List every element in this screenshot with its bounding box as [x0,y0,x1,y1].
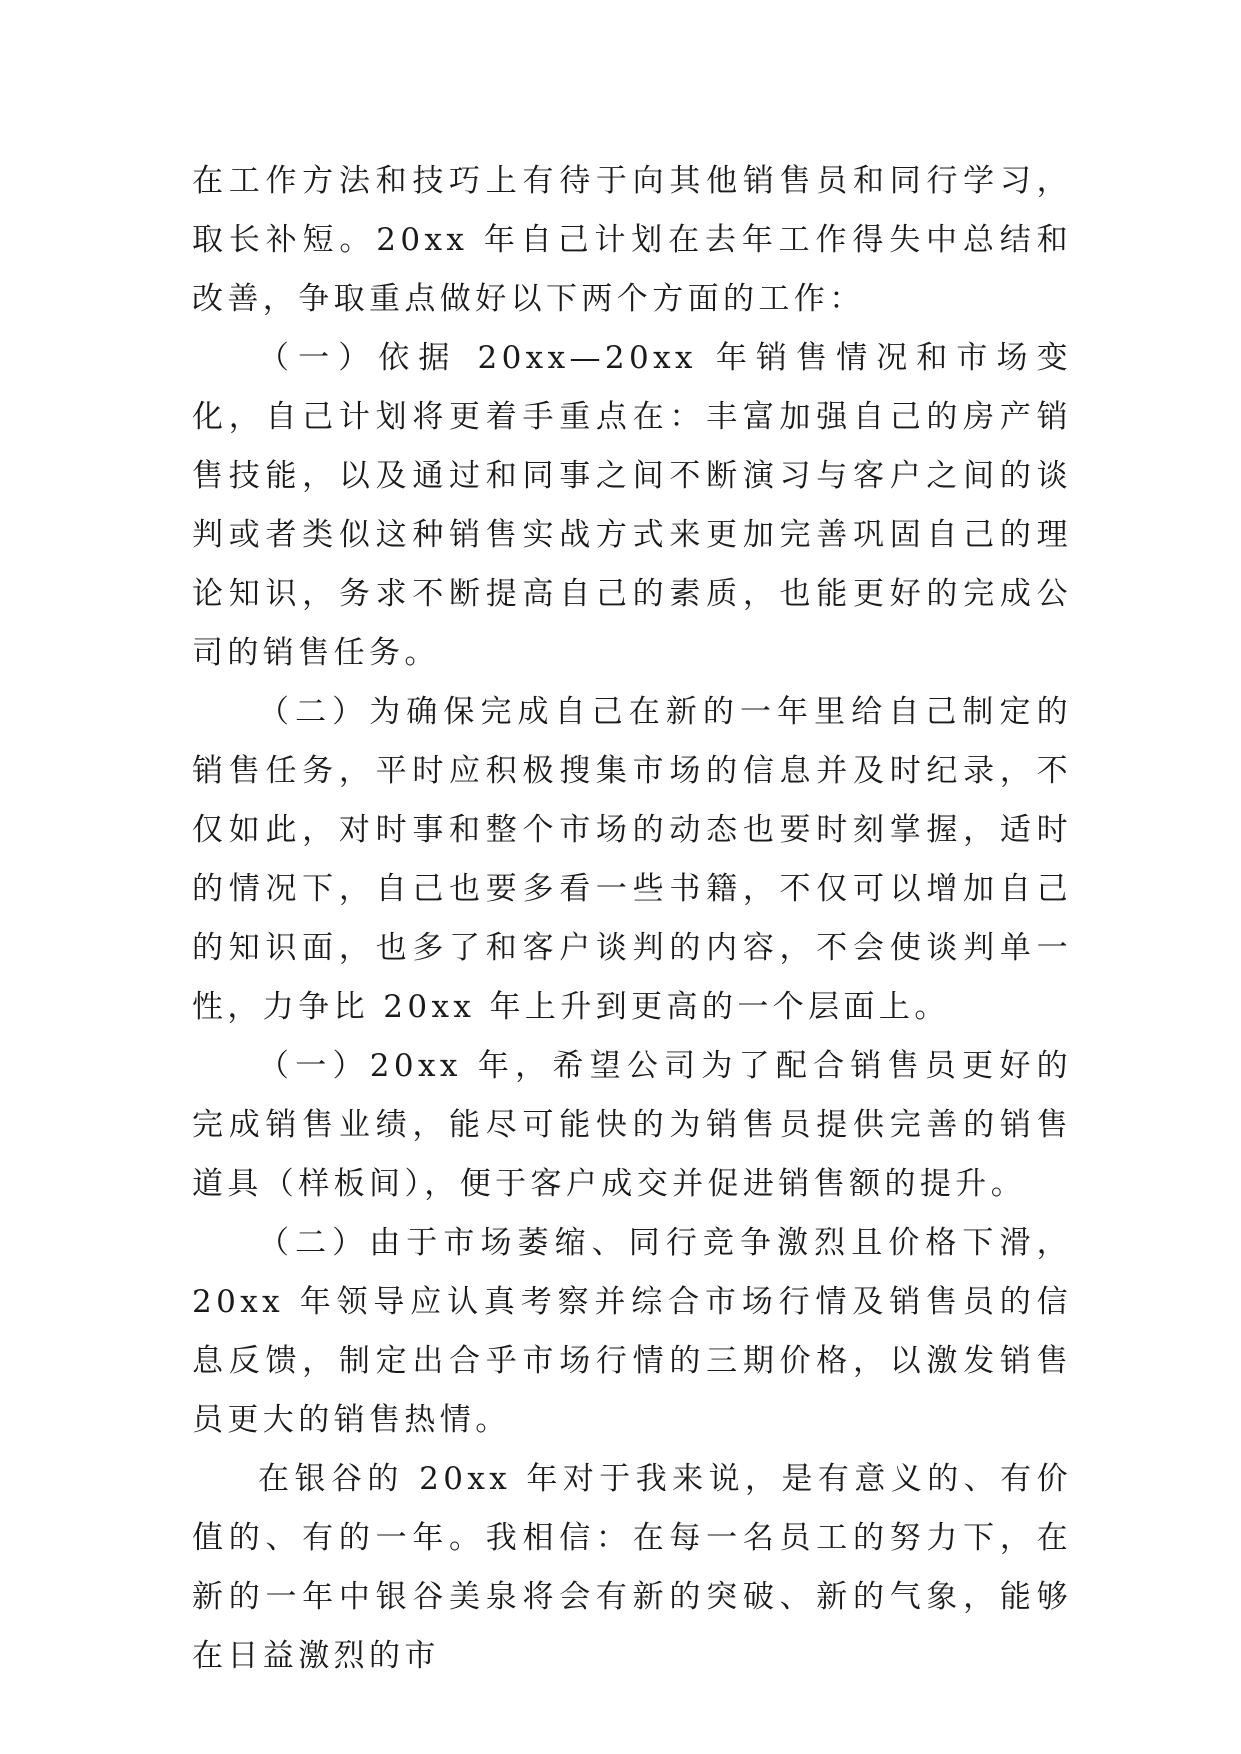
paragraph-suggestion-2: （二）由于市场萎缩、同行竞争激烈且价格下滑，20xx 年领导应认真考察并综合市场行情及销售员的信息反馈，制定出合乎市场行情的三期价格，以激发销售员更大的销售热情。 [192,1225,1072,1438]
document-body [192,152,1072,1686]
paragraph-plan-item-2: （二）为确保完成自己在新的一年里给自己制定的销售任务，平时应积极搜集市场的信息并及时纪录，不仅如此，对时事和整个市场的动态也要时刻掌握，适时的情况下，自己也要多看一些书籍，不仅可以增加自己的知识面，也多了和客户谈判的内容，不会使谈判单一性，力争比 20xx 年上升到更高的一个层面上。 [192,694,1072,1025]
paragraph-plan-item-1: （一）依据 20xx—20xx 年销售情况和市场变化，自己计划将更着手重点在：丰富加强自己的房产销售技能，以及通过和同事之间不断演习与客户之间的谈判或者类似这种销售实战方式来更加完善巩固自己的理论知识，务求不断提高自己的素质，也能更好的完成公司的销售任务。 [192,340,1072,671]
paragraph-closing: 在银谷的 20xx 年对于我来说，是有意义的、有价值的、有的一年。我相信：在每一名员工的努力下，在新的一年中银谷美泉将会有新的突破、新的气象，能够在日益激烈的市 [192,1461,1072,1674]
paragraph-continuation: 在工作方法和技巧上有待于向其他销售员和同行学习，取长补短。20xx 年自己计划在去年工作得失中总结和改善，争取重点做好以下两个方面的工作： [192,163,1072,317]
paragraph-suggestion-1: （一）20xx 年，希望公司为了配合销售员更好的完成销售业绩，能尽可能快的为销售员提供完善的销售道具（样板间），便于客户成交并促进销售额的提升。 [192,1048,1072,1202]
